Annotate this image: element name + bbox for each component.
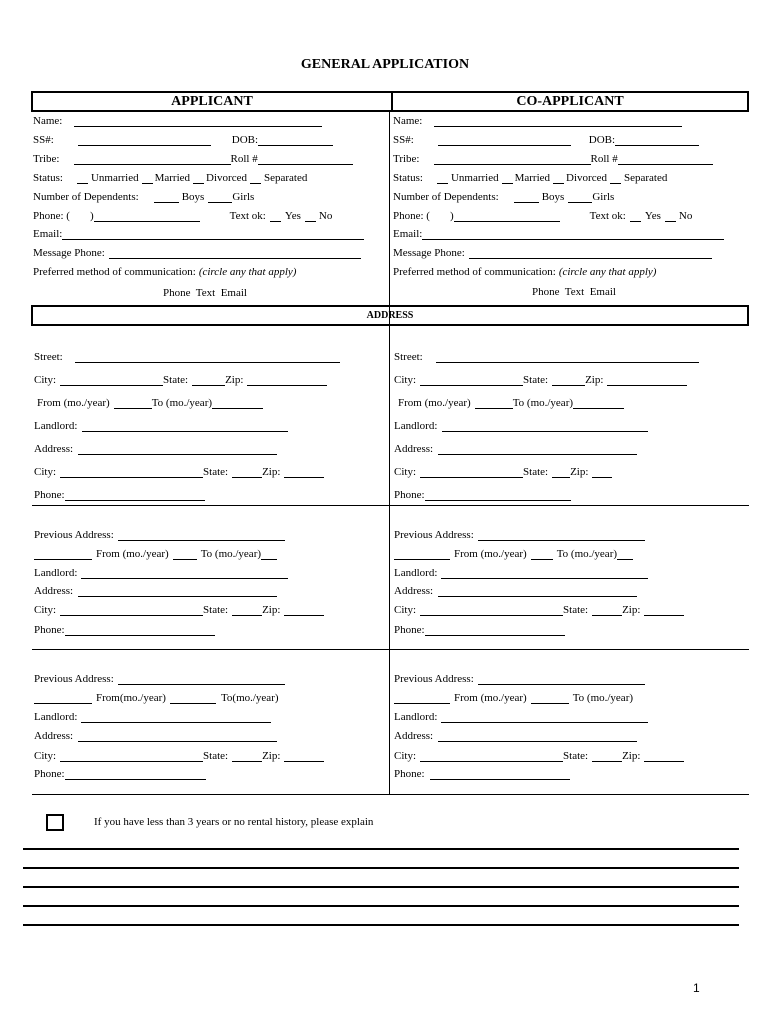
column-header-bar <box>31 91 749 112</box>
coapplicant-city2-row <box>394 467 612 478</box>
state-label: State: <box>523 466 549 478</box>
city-label: City: <box>34 466 57 478</box>
divorced-blank[interactable] <box>553 173 564 184</box>
coapplicant-prev1-phone-row <box>394 625 565 636</box>
zip-field[interactable] <box>644 751 684 762</box>
dependents-label: Number of Dependents: <box>33 191 139 203</box>
married-blank[interactable] <box>142 173 153 184</box>
landlord-label: Landlord: <box>394 567 438 579</box>
applicant-city2-row <box>34 467 324 478</box>
section-divider-3 <box>32 794 749 795</box>
from-year-field[interactable] <box>170 693 216 704</box>
landlord-field[interactable] <box>82 421 288 432</box>
explain-line-4[interactable] <box>23 905 739 907</box>
street-field[interactable] <box>436 352 699 363</box>
state-field[interactable] <box>552 375 585 386</box>
zip-field[interactable] <box>592 467 612 478</box>
text-yes: Yes <box>284 210 301 222</box>
status-label: Status: <box>33 172 63 184</box>
coapplicant-prev2-city-row <box>394 751 684 762</box>
unmarried-blank[interactable] <box>77 173 88 184</box>
state-label: State: <box>563 750 589 762</box>
roll-label: Roll # <box>230 153 258 165</box>
street-field[interactable] <box>75 352 340 363</box>
address-label: Address: <box>394 730 434 742</box>
unmarried-option: Unmarried <box>450 172 499 184</box>
preferred-note: (circle any that apply) <box>558 266 657 278</box>
landlord-label: Landlord: <box>34 711 78 723</box>
from-year-field[interactable] <box>173 549 197 560</box>
city-label: City: <box>34 604 57 616</box>
dob-label: DOB: <box>231 134 259 146</box>
girls-label: Girls <box>592 191 615 203</box>
unmarried-blank[interactable] <box>437 173 448 184</box>
page-number: 1 <box>693 981 700 995</box>
page-title: GENERAL APPLICATION <box>300 57 470 72</box>
city-field[interactable] <box>420 375 523 386</box>
zip-field[interactable] <box>644 605 684 616</box>
email-field[interactable] <box>422 229 724 240</box>
applicant-prev1-city-row <box>34 605 324 616</box>
phone-label: Phone: <box>34 624 65 636</box>
state-field[interactable] <box>232 751 262 762</box>
applicant-prev2-address-row <box>34 731 277 742</box>
email-label: Email: <box>393 228 423 240</box>
coapplicant-methods[interactable]: Phone Text Email <box>532 286 616 298</box>
to-field[interactable] <box>261 549 277 560</box>
from-field[interactable] <box>34 549 92 560</box>
coapplicant-from-to-row <box>398 398 624 409</box>
coapplicant-ss-row <box>393 135 699 146</box>
applicant-phone-row <box>33 211 332 222</box>
message-phone-label: Message Phone: <box>33 247 105 259</box>
to-label: To (mo./year) <box>572 692 634 704</box>
previous-address-label: Previous Address: <box>34 529 114 541</box>
zip-field[interactable] <box>284 467 324 478</box>
separated-blank[interactable] <box>250 173 261 184</box>
explain-line-3[interactable] <box>23 886 739 888</box>
city-field[interactable] <box>420 605 563 616</box>
phone-field[interactable] <box>94 211 200 222</box>
roll-label: Roll # <box>590 153 618 165</box>
separated-option: Separated <box>623 172 668 184</box>
section-divider-1 <box>32 505 749 506</box>
applicant-from-to-row <box>37 398 263 409</box>
landlord-field[interactable] <box>441 712 648 723</box>
preferred-label: Preferred method of communication: <box>393 266 556 278</box>
applicant-prev1-landlord-row <box>34 568 288 579</box>
coapplicant-prev2-landlord-row <box>394 712 648 723</box>
state-field[interactable] <box>192 375 225 386</box>
coapplicant-status-row <box>393 173 667 184</box>
from-label: From (mo./year) <box>454 692 527 704</box>
applicant-ss-row <box>33 135 333 146</box>
city-field[interactable] <box>420 751 563 762</box>
from-label: From (mo./year) <box>37 397 110 409</box>
coapplicant-street-row <box>394 352 699 363</box>
coapplicant-landlord-row <box>394 421 648 432</box>
city-field[interactable] <box>60 467 203 478</box>
coapplicant-phone-row <box>393 211 692 222</box>
email-label: Email: <box>33 228 63 240</box>
text-no: No <box>318 210 333 222</box>
name-field[interactable] <box>74 116 322 127</box>
city-field[interactable] <box>60 605 203 616</box>
tribe-field[interactable] <box>434 154 591 165</box>
address-label: Address: <box>394 443 434 455</box>
coapplicant-prev1-city-row <box>394 605 684 616</box>
state-label: State: <box>203 466 229 478</box>
coapplicant-city-row <box>394 375 687 386</box>
landlord-field[interactable] <box>442 421 648 432</box>
boys-label: Boys <box>181 191 205 203</box>
address-label: Address: <box>34 585 74 597</box>
dob-label: DOB: <box>588 134 616 146</box>
city-label: City: <box>394 750 417 762</box>
applicant-prev2-dates-row <box>34 693 279 704</box>
coapplicant-prev1-dates-row <box>394 549 633 560</box>
phone-field[interactable] <box>65 769 206 780</box>
applicant-status-row <box>33 173 307 184</box>
phone-paren: ) <box>89 210 94 222</box>
coapplicant-address-row <box>394 444 637 455</box>
zip-label: Zip: <box>225 374 244 386</box>
unmarried-option: Unmarried <box>90 172 139 184</box>
coapplicant-prev1-row <box>394 530 645 541</box>
text-yes: Yes <box>644 210 661 222</box>
street-label: Street: <box>394 351 423 363</box>
coapplicant-email-row <box>393 229 724 240</box>
girls-field[interactable] <box>208 192 232 203</box>
phone-paren: ) <box>449 210 454 222</box>
zip-field[interactable] <box>284 605 324 616</box>
zip-label: Zip: <box>622 750 641 762</box>
dob-field[interactable] <box>615 135 699 146</box>
zip-label: Zip: <box>570 466 589 478</box>
dependents-label: Number of Dependents: <box>393 191 499 203</box>
landlord-field[interactable] <box>81 568 288 579</box>
applicant-prev1-dates-row <box>34 549 277 560</box>
landlord-label: Landlord: <box>394 420 438 432</box>
from-year-field[interactable] <box>531 693 569 704</box>
applicant-prev2-row <box>34 674 285 685</box>
zip-label: Zip: <box>262 750 281 762</box>
city-field[interactable] <box>420 467 523 478</box>
zip-label: Zip: <box>622 604 641 616</box>
to-label: To (mo./year) <box>512 397 574 409</box>
applicant-preferred-row <box>33 267 296 278</box>
city-label: City: <box>34 750 57 762</box>
phone-field[interactable] <box>454 211 560 222</box>
tribe-field[interactable] <box>74 154 231 165</box>
address-label: Address: <box>394 585 434 597</box>
street-label: Street: <box>34 351 63 363</box>
divorced-option: Divorced <box>566 172 607 184</box>
from-label: From (mo./year) <box>454 548 527 560</box>
phone-label: Phone: <box>394 768 425 780</box>
text-yes-blank[interactable] <box>270 211 281 222</box>
phone-label: Phone: ( <box>33 210 70 222</box>
from-field[interactable] <box>475 398 513 409</box>
from-year-field[interactable] <box>531 549 553 560</box>
landlord-label: Landlord: <box>34 420 78 432</box>
status-label: Status: <box>393 172 423 184</box>
section-divider-2 <box>32 649 749 650</box>
coapplicant-prev2-row <box>394 674 645 685</box>
coapplicant-prev1-address-row <box>394 586 637 597</box>
city-field[interactable] <box>60 751 203 762</box>
tribe-label: Tribe: <box>33 153 60 165</box>
previous-address-field[interactable] <box>118 530 285 541</box>
coapplicant-tribe-row <box>393 154 713 165</box>
explain-line-5[interactable] <box>23 924 739 926</box>
married-option: Married <box>514 172 551 184</box>
zip-label: Zip: <box>585 374 604 386</box>
to-field[interactable] <box>573 398 624 409</box>
from-field[interactable] <box>34 693 92 704</box>
boys-label: Boys <box>541 191 565 203</box>
from-label: From (mo./year) <box>96 548 169 560</box>
state-label: State: <box>563 604 589 616</box>
applicant-city-row <box>34 375 327 386</box>
previous-address-field[interactable] <box>118 674 285 685</box>
ss-label: SS#: <box>33 134 54 146</box>
phone-field[interactable] <box>425 625 565 636</box>
previous-address-field[interactable] <box>478 530 645 541</box>
from-label: From (mo./year) <box>398 397 471 409</box>
text-yes-blank[interactable] <box>630 211 641 222</box>
applicant-dependents-row <box>33 192 254 203</box>
state-field[interactable] <box>592 605 622 616</box>
explain-line-1[interactable] <box>23 848 739 850</box>
previous-address-label: Previous Address: <box>394 673 474 685</box>
city-field[interactable] <box>60 375 163 386</box>
state-label: State: <box>163 374 189 386</box>
rental-history-note: If you have less than 3 years or no rental history, please explain <box>94 816 374 828</box>
from-label: From(mo./year) <box>96 692 166 704</box>
text-ok-label: Text ok: <box>589 210 626 222</box>
ss-field[interactable] <box>438 135 571 146</box>
state-label: State: <box>203 750 229 762</box>
coapplicant-preferred-row <box>393 267 656 278</box>
text-no: No <box>678 210 693 222</box>
applicant-prev1-address-row <box>34 586 277 597</box>
girls-label: Girls <box>232 191 255 203</box>
to-field[interactable] <box>212 398 263 409</box>
state-field[interactable] <box>552 467 570 478</box>
address-field[interactable] <box>78 586 277 597</box>
state-label: State: <box>203 604 229 616</box>
divorced-blank[interactable] <box>193 173 204 184</box>
name-label: Name: <box>33 115 63 127</box>
married-blank[interactable] <box>502 173 513 184</box>
applicant-prev2-city-row <box>34 751 324 762</box>
to-label: To (mo./year) <box>556 548 618 560</box>
from-field[interactable] <box>114 398 152 409</box>
coapplicant-prev1-landlord-row <box>394 568 648 579</box>
landlord-field[interactable] <box>441 568 648 579</box>
coapplicant-message-phone-row <box>393 248 712 259</box>
landlord-field[interactable] <box>81 712 271 723</box>
applicant-prev1-phone-row <box>34 625 215 636</box>
roll-field[interactable] <box>618 154 713 165</box>
ss-field[interactable] <box>78 135 211 146</box>
zip-field[interactable] <box>247 375 327 386</box>
dob-field[interactable] <box>258 135 333 146</box>
phone-field[interactable] <box>65 490 205 501</box>
applicant-address-row <box>34 444 277 455</box>
boys-field[interactable] <box>514 192 539 203</box>
preferred-label: Preferred method of communication: <box>33 266 196 278</box>
message-phone-field[interactable] <box>109 248 361 259</box>
coapplicant-prev2-dates-row <box>394 693 633 704</box>
phone-field[interactable] <box>65 625 215 636</box>
name-label: Name: <box>393 115 423 127</box>
coapplicant-header: CO-APPLICANT <box>516 93 624 109</box>
ss-label: SS#: <box>393 134 414 146</box>
preferred-note: (circle any that apply) <box>198 266 297 278</box>
applicant-phone-address-row <box>34 490 205 501</box>
address-label: Address: <box>34 730 74 742</box>
to-field[interactable] <box>617 549 633 560</box>
message-phone-field[interactable] <box>469 248 712 259</box>
roll-field[interactable] <box>258 154 353 165</box>
applicant-prev2-phone-row <box>34 769 206 780</box>
address-field[interactable] <box>438 444 637 455</box>
address-header: ADDRESS <box>366 310 414 321</box>
city-label: City: <box>394 604 417 616</box>
tribe-label: Tribe: <box>393 153 420 165</box>
coapplicant-phone-address-row <box>394 490 571 501</box>
landlord-label: Landlord: <box>394 711 438 723</box>
state-field[interactable] <box>232 605 262 616</box>
zip-label: Zip: <box>262 604 281 616</box>
boys-field[interactable] <box>154 192 179 203</box>
from-field[interactable] <box>394 693 450 704</box>
previous-address-field[interactable] <box>478 674 645 685</box>
address-field[interactable] <box>78 731 277 742</box>
text-no-blank[interactable] <box>305 211 316 222</box>
column-divider <box>389 112 390 795</box>
to-label: To (mo./year) <box>151 397 213 409</box>
applicant-prev1-row <box>34 530 285 541</box>
applicant-prev2-landlord-row <box>34 712 271 723</box>
phone-field[interactable] <box>425 490 571 501</box>
phone-label: Phone: <box>394 489 425 501</box>
applicant-header: APPLICANT <box>171 93 253 109</box>
city-label: City: <box>34 374 57 386</box>
text-ok-label: Text ok: <box>229 210 266 222</box>
text-no-blank[interactable] <box>665 211 676 222</box>
address-header-bar <box>31 305 749 326</box>
applicant-methods[interactable]: Phone Text Email <box>163 287 247 299</box>
phone-label: Phone: <box>34 768 65 780</box>
phone-label: Phone: <box>394 624 425 636</box>
landlord-label: Landlord: <box>34 567 78 579</box>
message-phone-label: Message Phone: <box>393 247 465 259</box>
applicant-email-row <box>33 229 364 240</box>
applicant-landlord-row <box>34 421 288 432</box>
address-field[interactable] <box>438 586 637 597</box>
explain-line-2[interactable] <box>23 867 739 869</box>
coapplicant-prev2-address-row <box>394 731 637 742</box>
address-field[interactable] <box>78 444 277 455</box>
separated-blank[interactable] <box>610 173 621 184</box>
from-field[interactable] <box>394 549 450 560</box>
girls-field[interactable] <box>568 192 592 203</box>
phone-label: Phone: <box>34 489 65 501</box>
state-label: State: <box>523 374 549 386</box>
phone-label: Phone: ( <box>393 210 430 222</box>
address-field[interactable] <box>438 731 637 742</box>
rental-history-checkbox[interactable] <box>46 814 64 831</box>
applicant-tribe-row <box>33 154 353 165</box>
applicant-street-row <box>34 352 340 363</box>
previous-address-label: Previous Address: <box>34 673 114 685</box>
to-label: To(mo./year) <box>220 692 279 704</box>
zip-field[interactable] <box>607 375 687 386</box>
divorced-option: Divorced <box>206 172 247 184</box>
state-field[interactable] <box>232 467 262 478</box>
state-field[interactable] <box>592 751 622 762</box>
email-field[interactable] <box>62 229 364 240</box>
name-field[interactable] <box>434 116 682 127</box>
phone-field[interactable] <box>430 769 570 780</box>
coapplicant-dependents-row <box>393 192 614 203</box>
married-option: Married <box>154 172 191 184</box>
zip-label: Zip: <box>262 466 281 478</box>
separated-option: Separated <box>263 172 308 184</box>
city-label: City: <box>394 466 417 478</box>
zip-field[interactable] <box>284 751 324 762</box>
coapplicant-prev2-phone-row <box>394 769 570 780</box>
address-label: Address: <box>34 443 74 455</box>
to-label: To (mo./year) <box>200 548 262 560</box>
city-label: City: <box>394 374 417 386</box>
applicant-name-row <box>33 116 322 127</box>
coapplicant-name-row <box>393 116 682 127</box>
applicant-message-phone-row <box>33 248 361 259</box>
previous-address-label: Previous Address: <box>394 529 474 541</box>
